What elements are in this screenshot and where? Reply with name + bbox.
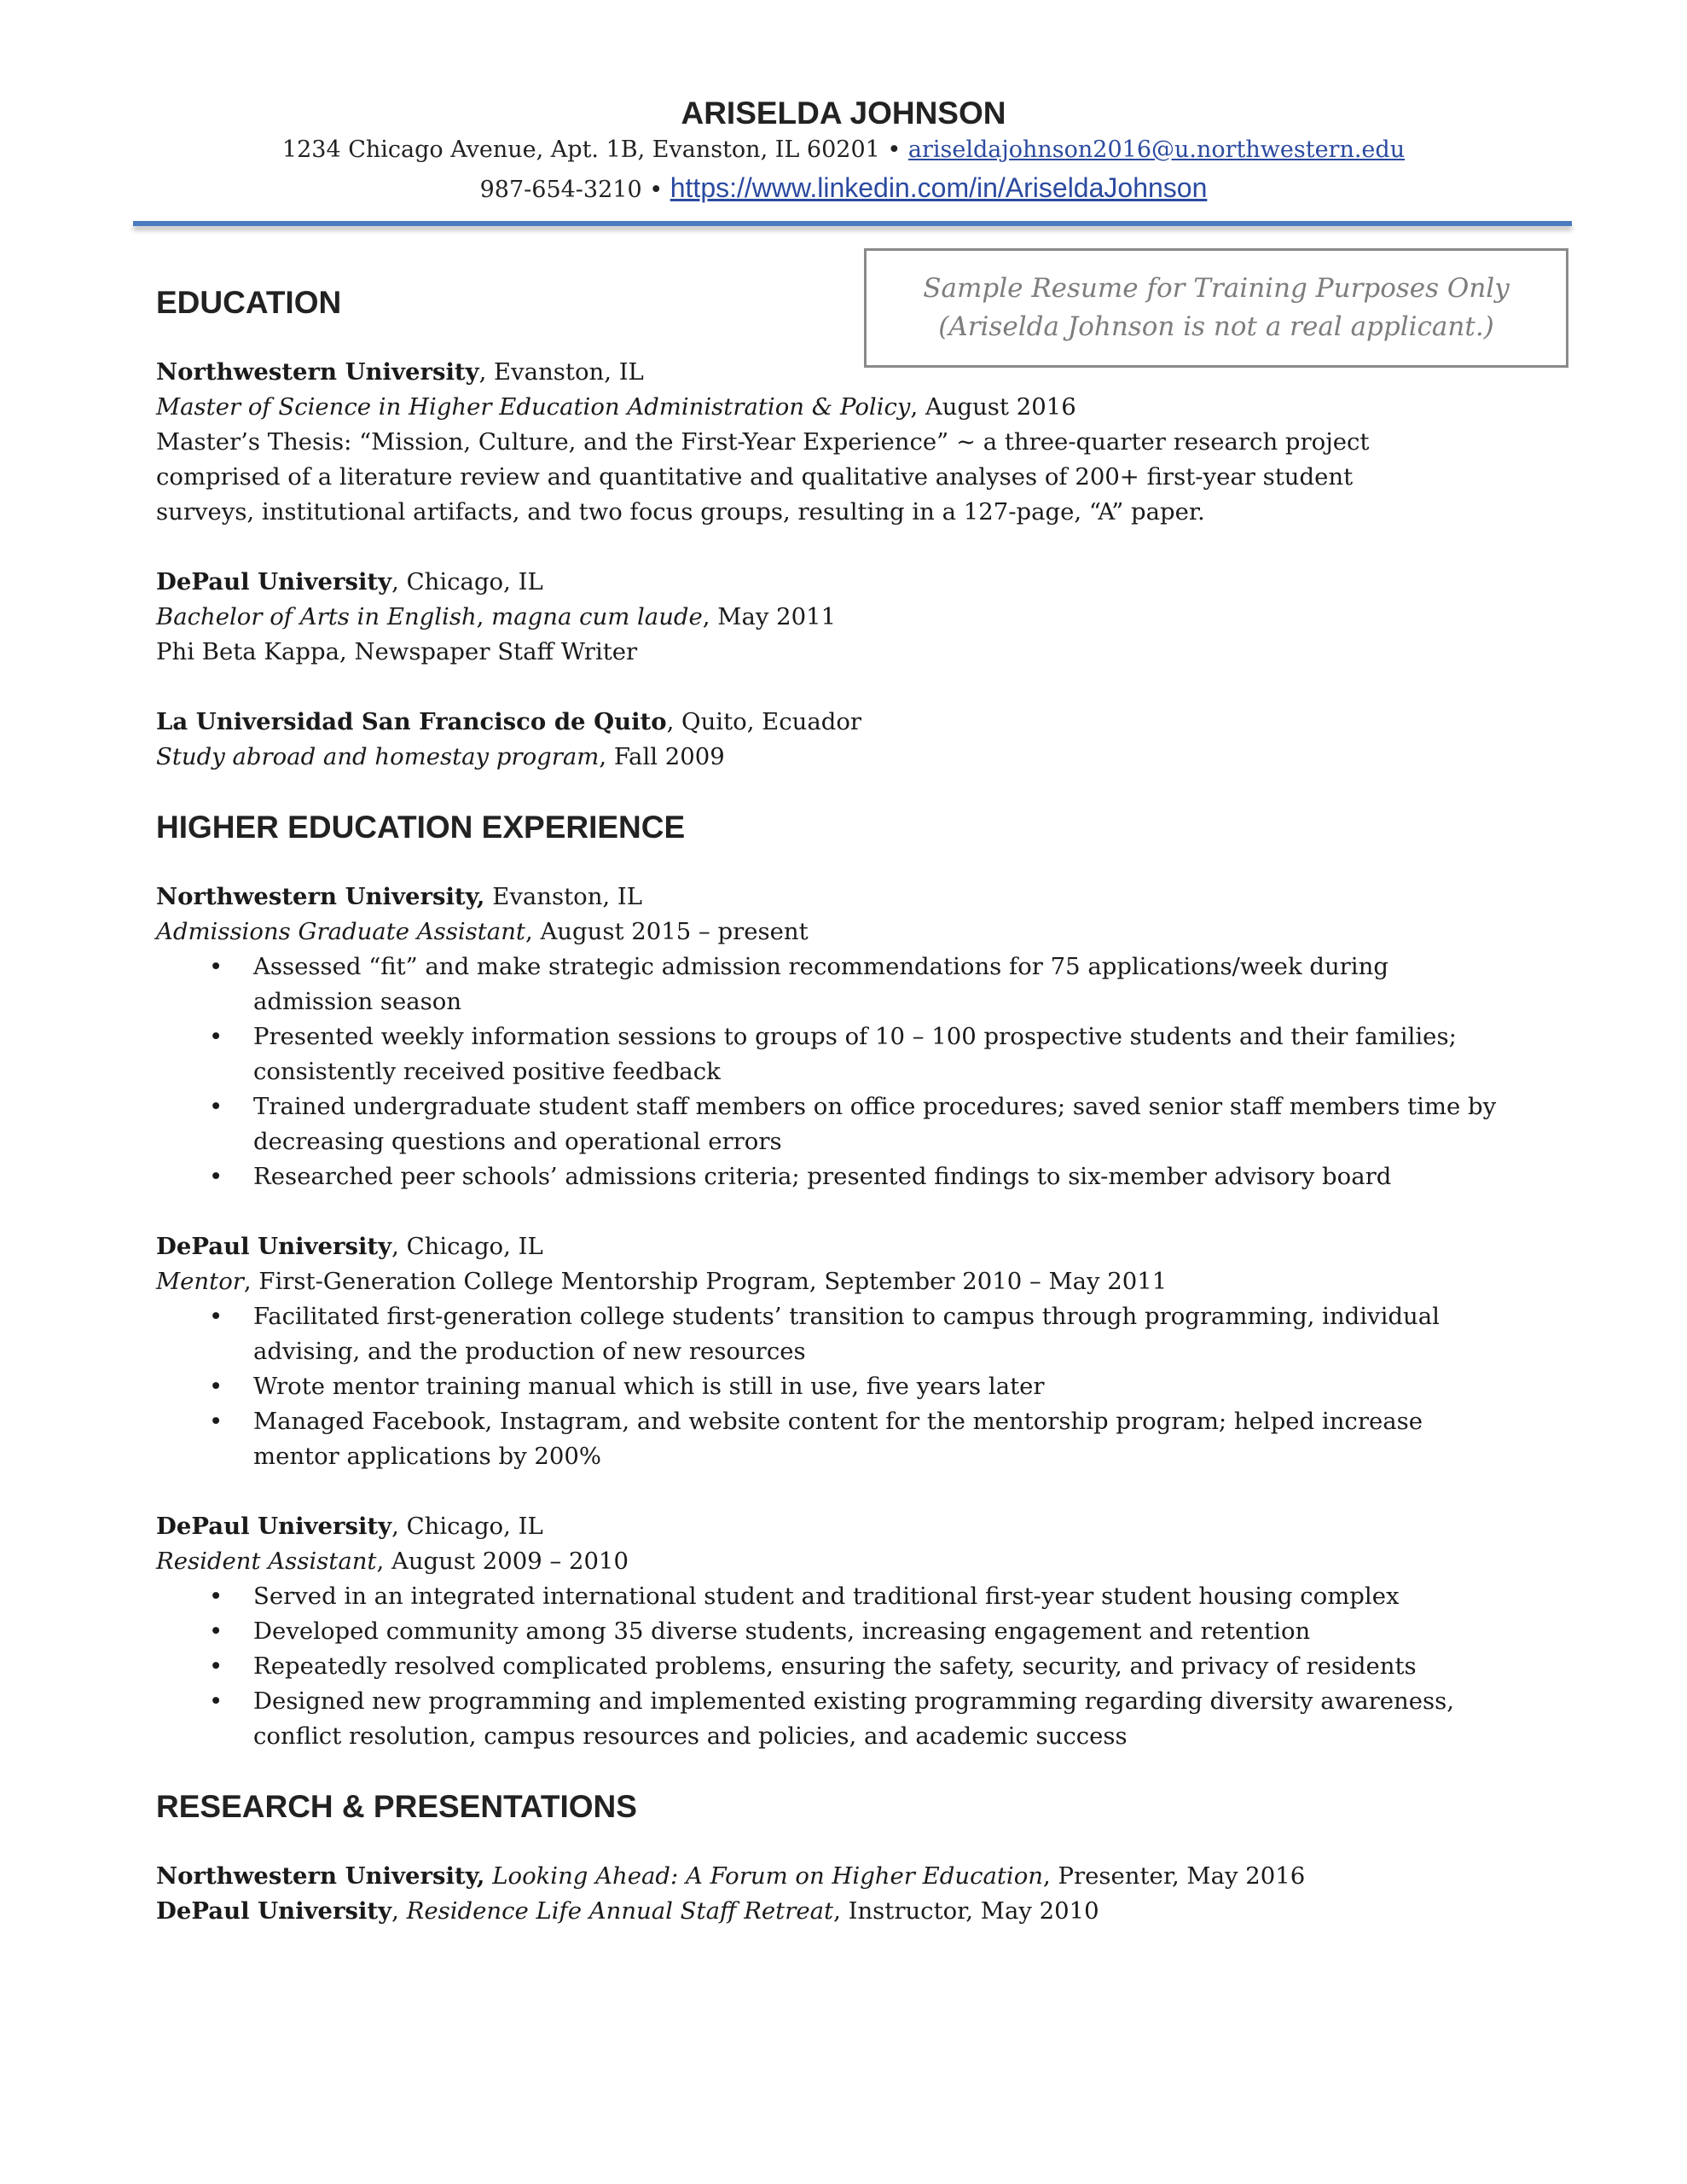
separator: •	[879, 136, 908, 163]
school: DePaul University	[156, 568, 392, 595]
contact-line-1	[0, 136, 1687, 163]
degree: Bachelor of Arts in English	[156, 603, 477, 630]
bullet-item: • Designed new programming and implemented existing programming regarding diversity awareness, conflict resolution, campus resources and policies, and academic success	[253, 1684, 1499, 1754]
location: , Chicago, IL	[391, 1513, 543, 1540]
header-divider	[133, 221, 1572, 226]
email-link[interactable]: ariseldajohnson2016@u.northwestern.edu	[907, 136, 1406, 163]
role-date: , Presenter, May 2016	[1042, 1862, 1306, 1890]
institution: Northwestern University,	[156, 1862, 485, 1890]
research-entry	[156, 1894, 1521, 1929]
address: 1234 Chicago Avenue, Apt. 1B, Evanston, IL 60201	[281, 136, 880, 163]
experience-entry	[156, 1509, 1521, 1754]
institution: DePaul University	[156, 1897, 392, 1925]
thesis-detail: Master’s Thesis: “Mission, Culture, and the First-Year Experience” ~ a three-quarter research project comprised of a literature review and quantitative and qualitative analyses of 200+ first-year student surveys, institutional artifacts, and two focus groups, resulting in a 127-page, “A” paper.	[156, 428, 1370, 526]
location: , Evanston, IL	[478, 358, 644, 386]
bullet-item: • Presented weekly information sessions to groups of 10 – 100 prospective students and their families; consistently received positive feedback	[253, 1019, 1499, 1089]
bullet-list	[156, 1579, 1499, 1754]
location: , Chicago, IL	[391, 1233, 543, 1260]
event: Looking Ahead: A Forum on Higher Education	[492, 1862, 1043, 1890]
separator	[485, 1862, 493, 1890]
separator: •	[641, 177, 670, 203]
education-entry	[156, 565, 1521, 670]
school: Northwestern University	[156, 358, 479, 386]
event: Residence Life Annual Staff Retreat	[406, 1897, 834, 1925]
location: Evanston, IL	[484, 883, 643, 910]
role-date: , Instructor, May 2010	[833, 1897, 1099, 1925]
bullet-list	[156, 950, 1499, 1194]
location: , Chicago, IL	[391, 568, 543, 595]
bullet-item: • Managed Facebook, Instagram, and website content for the mentorship program; helped increase mentor applications by 200%	[253, 1404, 1499, 1474]
location: , Quito, Ecuador	[666, 708, 862, 735]
detail: Phi Beta Kappa, Newspaper Staff Writer	[156, 638, 638, 665]
experience-heading: HIGHER EDUCATION EXPERIENCE	[156, 810, 686, 845]
education-entry	[156, 705, 1521, 775]
notice-line-1: Sample Resume for Training Purposes Only	[923, 273, 1510, 304]
role: Mentor	[156, 1268, 244, 1295]
bullet-item: • Assessed “fit” and make strategic admission recommendations for 75 applications/week during admission season	[253, 950, 1499, 1019]
role: Admissions Graduate Assistant	[156, 918, 525, 945]
date: , August 2016	[910, 393, 1076, 421]
role-detail: , August 2009 – 2010	[376, 1548, 629, 1575]
employer: Northwestern University,	[156, 883, 485, 910]
bullet-item: • Served in an integrated international student and traditional first-year student housing complex	[253, 1579, 1499, 1614]
honors: magna cum laude	[491, 603, 703, 630]
notice-line-2: (Ariselda Johnson is not a real applicant.)	[938, 311, 1494, 342]
resume-body	[156, 285, 1521, 1929]
program: Study abroad and homestay program	[156, 743, 600, 770]
separator: ,	[476, 603, 492, 630]
degree: Master of Science in Higher Education Administration & Policy	[156, 393, 911, 421]
contact-line-2	[0, 172, 1687, 204]
bullet-list	[156, 1299, 1499, 1474]
role: Resident Assistant	[156, 1548, 377, 1575]
bullet-item: • Developed community among 35 diverse students, increasing engagement and retention	[253, 1614, 1499, 1649]
education-heading: EDUCATION	[156, 285, 342, 320]
role-detail: , First-Generation College Mentorship Program, September 2010 – May 2011	[243, 1268, 1168, 1295]
school: La Universidad San Francisco de Quito	[156, 708, 667, 735]
experience-entry	[156, 880, 1521, 1194]
bullet-item: • Researched peer schools’ admissions criteria; presented findings to six-member advisory board	[253, 1159, 1499, 1194]
employer: DePaul University	[156, 1233, 392, 1260]
phone: 987-654-3210	[479, 177, 642, 203]
bullet-item: • Trained undergraduate student staff members on office procedures; saved senior staff members time by decreasing questions and operational errors	[253, 1089, 1499, 1159]
experience-entry	[156, 1229, 1521, 1474]
applicant-name: ARISELDA JOHNSON	[681, 96, 1006, 131]
separator: ,	[391, 1897, 407, 1925]
date: , Fall 2009	[599, 743, 725, 770]
research-entry	[156, 1859, 1521, 1894]
education-entry	[156, 355, 1521, 530]
bullet-item: • Facilitated first-generation college students’ transition to campus through programming, individual advising, and the production of new resources	[253, 1299, 1499, 1369]
bullet-item: • Repeatedly resolved complicated problems, ensuring the safety, security, and privacy of residents	[253, 1649, 1499, 1684]
role-detail: , August 2015 – present	[525, 918, 809, 945]
employer: DePaul University	[156, 1513, 392, 1540]
date: , May 2011	[702, 603, 837, 630]
bullet-item: • Wrote mentor training manual which is still in use, five years later	[253, 1369, 1499, 1404]
research-heading: RESEARCH & PRESENTATIONS	[156, 1789, 637, 1824]
linkedin-link[interactable]: https://www.linkedin.com/in/AriseldaJohnson	[670, 172, 1208, 203]
